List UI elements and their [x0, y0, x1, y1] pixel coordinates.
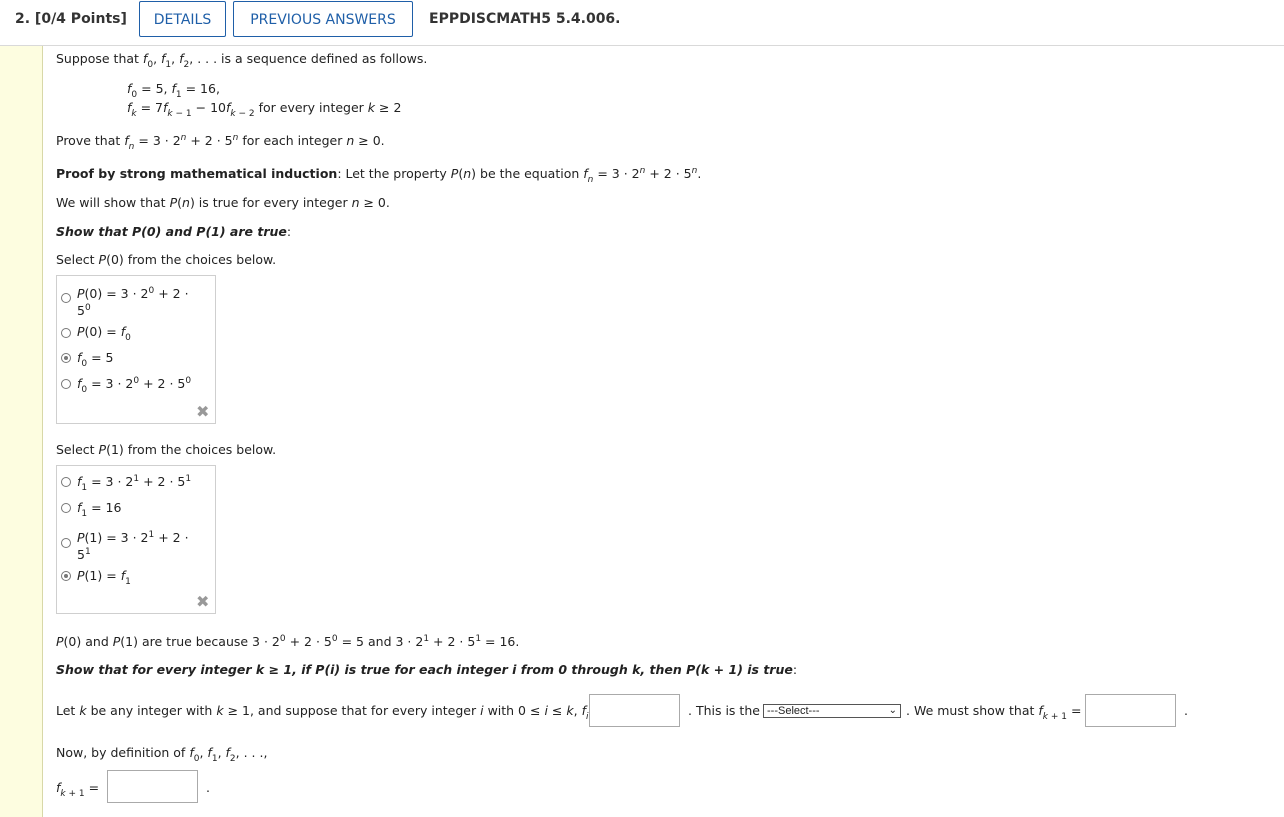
- p0-choice-2[interactable]: $P(0) = f_0$: [77, 324, 131, 343]
- incorrect-x-icon: ✖: [196, 592, 210, 611]
- p1-choice-1[interactable]: $f_1 = 3 \cdot 2^1 + 2 \cdot 5^1$: [77, 474, 192, 493]
- sequence-definition-line2: $f_k = 7f_{k - 1} - 10f_{k - 2}$ for every integer k ≥ 2: [127, 100, 402, 119]
- chevron-down-icon: ⌄: [888, 705, 897, 716]
- p1-radio-3[interactable]: [61, 538, 71, 548]
- must-show-text: . We must show that $f_{k + 1}$ =: [906, 703, 1082, 722]
- details-button[interactable]: DETAILS: [139, 1, 226, 37]
- fk1-target-input[interactable]: [1085, 694, 1176, 727]
- hypothesis-type-select[interactable]: ---Select--- ⌄: [763, 704, 901, 718]
- base-case-heading: Show that P(0) and P(1) are true:: [56, 224, 292, 239]
- p0-radio-3[interactable]: [61, 353, 71, 363]
- p0-choice-4[interactable]: $f_0 = 3 \cdot 2^0 + 2 \cdot 5^0$: [77, 376, 192, 395]
- inductive-hypothesis-text: Let k be any integer with k ≥ 1, and suppose that for every integer i with 0 ≤ i ≤ k, $f_i$: [56, 703, 589, 722]
- p0-choice-1[interactable]: $P(0) = 3 \cdot 2^0 + 2$ · $5^0$: [77, 286, 189, 318]
- question-number: 2. [0/4 Points]: [15, 11, 127, 27]
- p1-choice-4[interactable]: $P(1) = f_1$: [77, 568, 131, 587]
- select-p1-prompt: Select P(1) from the choices below.: [56, 442, 277, 457]
- p0-radio-4[interactable]: [61, 379, 71, 389]
- previous-answers-button[interactable]: PREVIOUS ANSWERS: [233, 1, 413, 37]
- inductive-step-heading: Show that for every integer k ≥ 1, if P(i) is true for each integer i from 0 through k, then P(k + 1) is true:: [56, 662, 798, 677]
- question-header: [0, 0, 1284, 46]
- fi-answer-input[interactable]: [589, 694, 680, 727]
- p1-radio-1[interactable]: [61, 477, 71, 487]
- definition-line: Now, by definition of $f_0$, $f_1$, $f_2$, . . .,: [56, 745, 268, 764]
- p1-choice-3[interactable]: $P(1) = 3 \cdot 2^1 + 2$ · $5^1$: [77, 530, 189, 562]
- this-is-the-text: . This is the: [688, 703, 760, 718]
- p1-radio-2[interactable]: [61, 503, 71, 513]
- p0-choice-3[interactable]: $f_0 = 5$: [77, 350, 114, 369]
- question-status-bar: [0, 46, 43, 817]
- p0-radio-2[interactable]: [61, 328, 71, 338]
- period: .: [206, 780, 210, 795]
- fk1-label: $f_{k + 1}$ =: [56, 780, 100, 799]
- sequence-definition-line1: $f_0 = 5$, $f_1 = 16$,: [127, 81, 220, 100]
- proof-goal: We will show that P(n) is true for every integer n ≥ 0.: [56, 195, 390, 210]
- fk1-expression-input[interactable]: [107, 770, 198, 803]
- p0-choice-box: [56, 275, 216, 424]
- base-case-conclusion: P(0) and P(1) are true because $3 \cdot 2^0 + 2 \cdot 5^0 = 5$ and $3 \cdot 2^1 + 2 \cdot 5^1 = 16$.: [56, 634, 520, 649]
- select-p0-prompt: Select P(0) from the choices below.: [56, 252, 277, 267]
- p0-radio-1[interactable]: [61, 293, 71, 303]
- period: .: [1184, 703, 1188, 718]
- p1-choice-box: [56, 465, 216, 614]
- question-code: EPPDISCMATH5 5.4.006.: [429, 11, 621, 27]
- proof-intro: Proof by strong mathematical induction: Let the property P(n) be the equation $f_n = 3 \cdot 2^n + 2 \cdot 5^n$.: [56, 166, 702, 185]
- p1-radio-4[interactable]: [61, 571, 71, 581]
- intro-line: Suppose that $f_0$, $f_1$, $f_2$, . . . is a sequence defined as follows.: [56, 51, 428, 70]
- p1-choice-2[interactable]: $f_1 = 16$: [77, 500, 122, 519]
- prove-statement: Prove that $f_n = 3 \cdot 2^n + 2 \cdot 5^n$ for each integer n ≥ 0.: [56, 133, 385, 152]
- incorrect-x-icon: ✖: [196, 402, 210, 421]
